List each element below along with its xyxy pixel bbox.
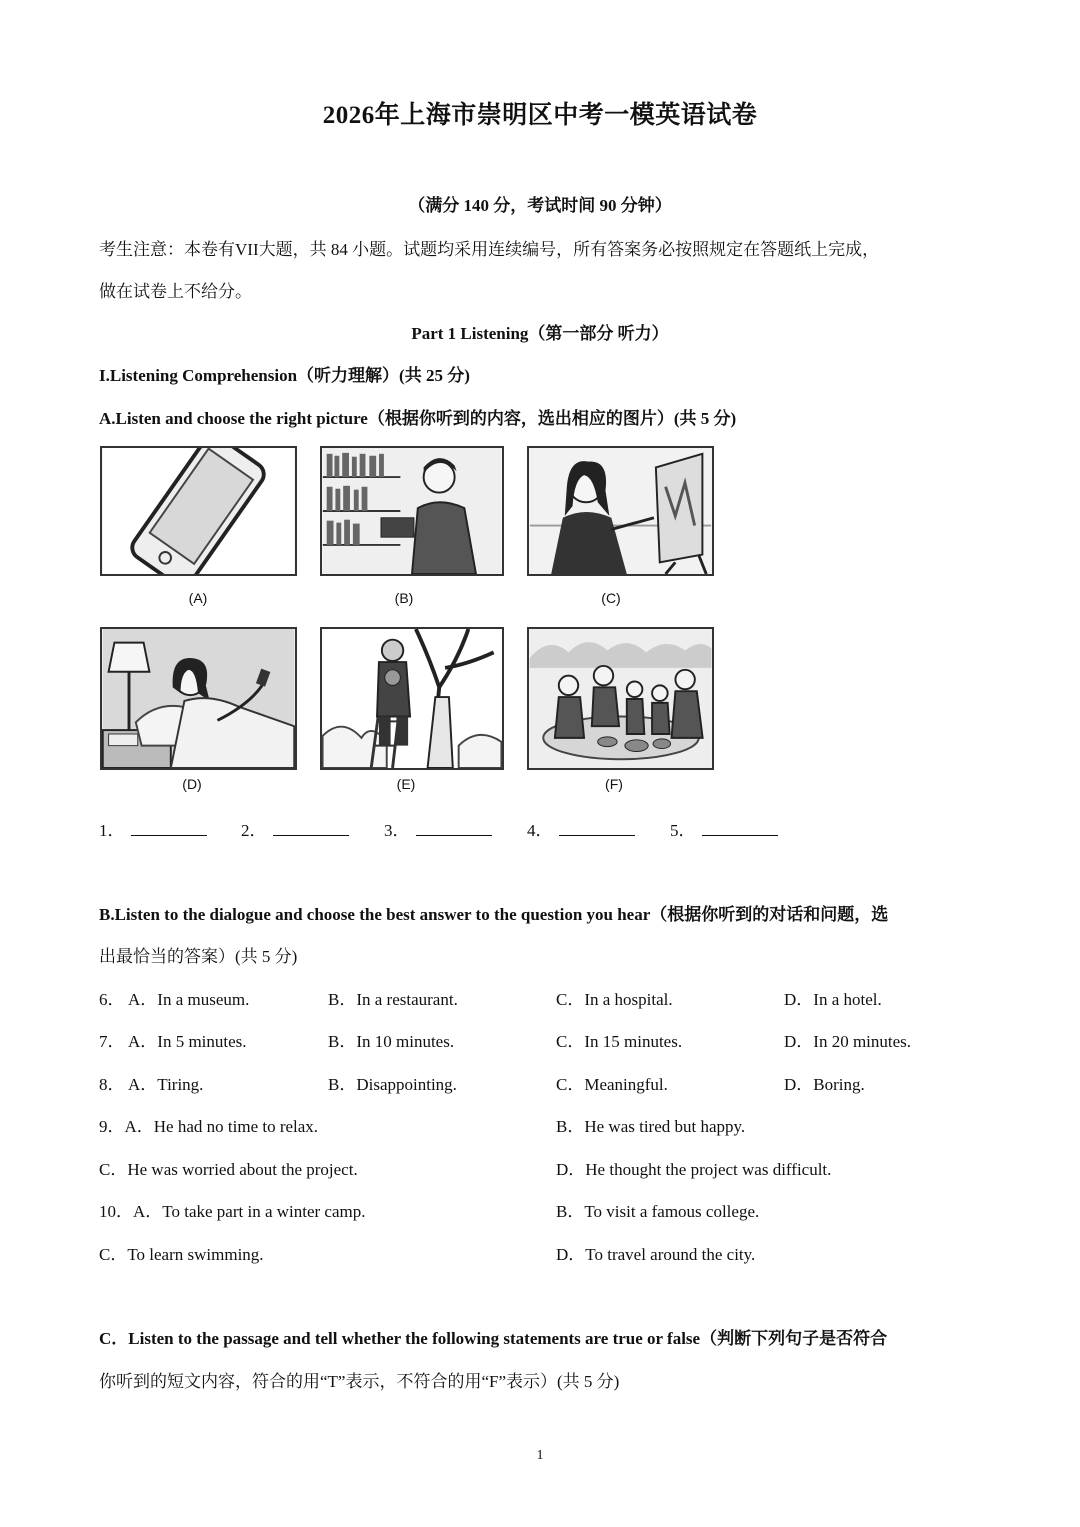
picture-d — [100, 627, 297, 770]
section-B-heading-line-2: 出最恰当的答案）(共 5 分) — [99, 947, 298, 966]
question-9-option-d[interactable]: D．He thought the project was difficult. — [556, 1160, 832, 1179]
question-7-option-a[interactable]: A．In 5 minutes. — [128, 1032, 247, 1051]
answer-blank-5[interactable] — [670, 816, 778, 841]
painting-woman-icon — [529, 448, 712, 574]
question-8-option-b[interactable]: B．Disappointing. — [328, 1075, 457, 1094]
picture-a-label: (A) — [188, 590, 208, 606]
exam-subtitle: （满分 140 分，考试时间 90 分钟） — [408, 196, 672, 215]
library-boy-icon — [322, 448, 502, 574]
answer-blank-4[interactable] — [527, 816, 635, 841]
question-7-option-c[interactable]: C．In 15 minutes. — [556, 1032, 683, 1051]
question-8-option-a[interactable]: A．Tiring. — [128, 1075, 204, 1094]
section-A-heading: A.Listen and choose the right picture（根据你听到的内容，选出相应的图片）(共 5 分) — [99, 409, 737, 428]
blank-line[interactable] — [273, 821, 349, 836]
picture-b-label: (B) — [394, 590, 414, 606]
question-8-option-d[interactable]: D．Boring. — [784, 1075, 865, 1094]
picture-d-label: (D) — [182, 776, 202, 792]
answer-blank-1[interactable] — [99, 816, 207, 841]
picture-c-label: (C) — [601, 590, 621, 606]
question-6-number: 6． — [99, 990, 125, 1009]
question-8-option-c[interactable]: C．Meaningful. — [556, 1075, 668, 1094]
answer-blank-2[interactable] — [241, 816, 349, 841]
woman-in-bed-icon — [102, 629, 295, 768]
blank-number: 2． — [241, 821, 267, 840]
picture-f-label: (F) — [605, 776, 623, 792]
question-6-option-b[interactable]: B．In a restaurant. — [328, 990, 458, 1009]
blank-number: 1． — [99, 821, 125, 840]
picture-c — [527, 446, 714, 576]
firefighter-tree-icon — [322, 629, 502, 768]
question-6-option-c[interactable]: C．In a hospital. — [556, 990, 673, 1009]
family-picnic-icon — [529, 629, 712, 768]
section-C-heading-line-2: 你听到的短文内容，符合的用“T”表示，不符合的用“F”表示）(共 5 分) — [99, 1372, 620, 1391]
question-10-option-d[interactable]: D．To travel around the city. — [556, 1245, 756, 1264]
question-10-option-a[interactable]: 10．A．To take part in a winter camp. — [99, 1202, 366, 1221]
answer-blank-3[interactable] — [384, 816, 492, 841]
section-B-heading-line-1: B.Listen to the dialogue and choose the best answer to the question you hear（根据你听到的对话和问题，选 — [99, 905, 889, 924]
question-9-option-c[interactable]: C．He was worried about the project. — [99, 1160, 358, 1179]
blank-number: 5． — [670, 821, 696, 840]
blank-line[interactable] — [702, 821, 778, 836]
blank-line[interactable] — [131, 821, 207, 836]
page-number: 1 — [536, 1448, 544, 1463]
page-title: 2026年上海市崇明区中考一模英语试卷 — [322, 102, 758, 129]
question-7-number: 7． — [99, 1032, 125, 1051]
question-9-option-a[interactable]: 9．A．He had no time to relax. — [99, 1117, 319, 1136]
notice-line-1: 考生注意：本卷有VII大题，共 84 小题。试题均采用连续编号，所有答案务必按照规定在答题纸上完成， — [99, 240, 880, 259]
blank-line[interactable] — [559, 821, 635, 836]
section-I-heading: I.Listening Comprehension（听力理解）(共 25 分) — [99, 366, 470, 385]
picture-e — [320, 627, 504, 770]
question-6-option-d[interactable]: D．In a hotel. — [784, 990, 882, 1009]
blank-line[interactable] — [416, 821, 492, 836]
picture-b — [320, 446, 504, 576]
picture-e-label: (E) — [396, 776, 416, 792]
picture-a — [100, 446, 297, 576]
question-10-option-b[interactable]: B．To visit a famous college. — [556, 1202, 760, 1221]
question-8-number: 8． — [99, 1075, 125, 1094]
question-9-option-b[interactable]: B．He was tired but happy. — [556, 1117, 746, 1136]
picture-f — [527, 627, 714, 770]
question-7-option-d[interactable]: D．In 20 minutes. — [784, 1032, 912, 1051]
question-6-option-a[interactable]: A．In a museum. — [128, 990, 250, 1009]
blank-number: 3． — [384, 821, 410, 840]
question-7-option-b[interactable]: B．In 10 minutes. — [328, 1032, 455, 1051]
blank-number: 4． — [527, 821, 553, 840]
part1-heading: Part 1 Listening（第一部分 听力） — [411, 324, 669, 343]
section-C-heading-line-1: C．Listen to the passage and tell whether the following statements are true or false（判断下列句子是否符合 — [99, 1329, 888, 1348]
question-10-option-c[interactable]: C．To learn swimming. — [99, 1245, 264, 1264]
notice-line-2: 做在试卷上不给分。 — [99, 282, 252, 301]
smartphone-icon — [102, 448, 295, 574]
